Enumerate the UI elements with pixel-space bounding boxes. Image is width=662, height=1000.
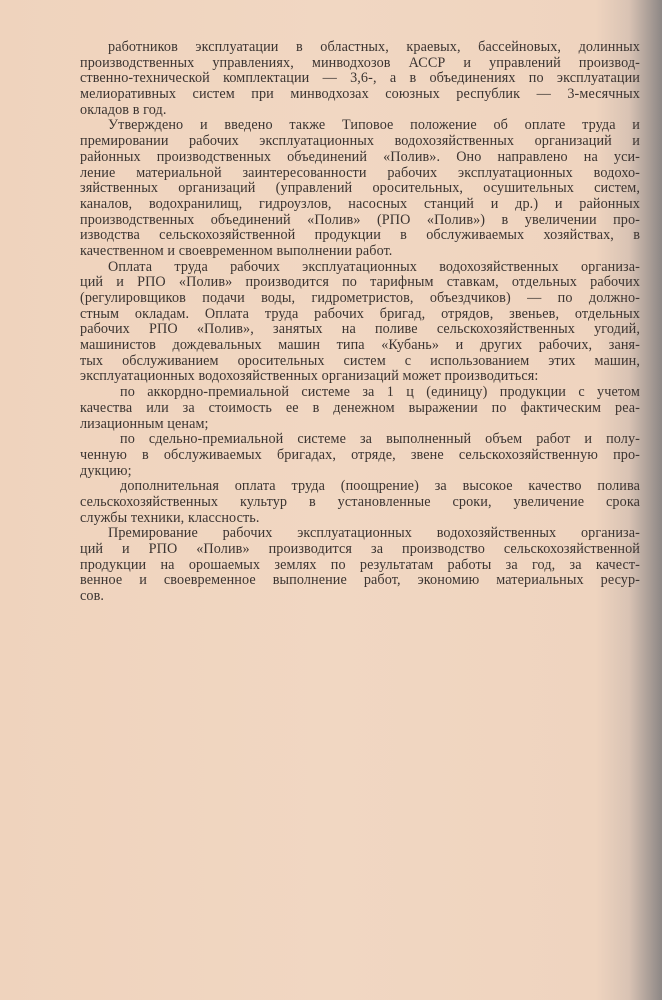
paragraph: [80, 432, 640, 479]
text-line: сельскохозяйственных культур в установленные сроки, увеличение срока: [80, 493, 640, 510]
text-line: продукции на орошаемых землях по результатам работы за год, за качест-: [80, 556, 640, 573]
text-line: лизационным ценам;: [80, 415, 209, 432]
text-line: ций и РПО «Полив» производится по тарифным ставкам, отдельных рабочих: [80, 274, 640, 291]
text-line: ственно-технической комплектации — 3,6-, а в объединениях по эксплуатации: [80, 70, 640, 87]
text-line: машинистов дождевальных машин типа «Кубань» и других рабочих, заня-: [80, 337, 640, 354]
text-line: стным окладам. Оплата труда рабочих бригад, отрядов, звеньев, отдельных: [80, 305, 640, 322]
text-line: по аккордно-премиальной системе за 1 ц (единицу) продукции с учетом: [120, 384, 640, 401]
text-line: сов.: [80, 588, 105, 605]
paragraph: [80, 479, 640, 526]
text-line: ченную в обслуживаемых бригадах, отряде, звене сельскохозяйственную про-: [80, 446, 640, 463]
text-line: по сдельно-премиальной системе за выполненный объем работ и полу-: [120, 431, 640, 448]
text-line: производственных объединений «Полив» (РПО «Полив») в увеличении про-: [80, 211, 640, 228]
text-line: тых обслуживанием оросительных систем с использованием этих машин,: [80, 352, 640, 369]
text-line: Утверждено и введено также Типовое положение об оплате труда и: [108, 117, 640, 134]
text-line: премировании рабочих эксплуатационных водохозяйственных организаций и: [80, 133, 640, 150]
text-line: Оплата труда рабочих эксплуатационных водохозяйственных организа-: [108, 258, 640, 275]
paragraph: [80, 526, 640, 604]
text-line: дополнительная оплата труда (поощрение) за высокое качество полива: [120, 478, 640, 495]
text-line: ление материальной заинтересованности рабочих эксплуатационных водохо-: [80, 164, 640, 181]
paragraph: [80, 385, 640, 432]
text-line: изводства сельскохозяйственной продукции в обслуживаемых хозяйствах, в: [80, 227, 640, 244]
text-line: ций и РПО «Полив» производится за производство сельскохозяйственной: [80, 541, 640, 557]
text-line: качества или за стоимость ее в денежном выражении по фактическим реа-: [80, 399, 640, 416]
text-line: венное и своевременное выполнение работ, экономию материальных ресур-: [80, 572, 640, 589]
text-line: (регулировщиков подачи воды, гидрометристов, объездчиков) — по должно-: [80, 290, 640, 306]
text-line: окладов в год.: [80, 101, 167, 118]
paragraph: [80, 260, 640, 386]
text-line: Премирование рабочих эксплуатационных водохозяйственных организа-: [108, 525, 640, 542]
text-line: службы техники, классность.: [80, 509, 260, 526]
paragraph: [80, 118, 640, 259]
document-page: [80, 40, 640, 605]
text-line: рабочих РПО «Полив», занятых на поливе сельскохозяйственных угодий,: [80, 321, 640, 338]
paragraph: [80, 40, 640, 118]
text-line: дукцию;: [80, 462, 132, 479]
text-line: зяйственных организаций (управлений оросительных, осушительных систем,: [80, 180, 640, 197]
text-line: качественном и своевременном выполнении работ.: [80, 242, 393, 259]
text-line: эксплуатационных водохозяйственных организаций может производиться:: [80, 368, 539, 385]
text-line: мелиоративных систем при минводхозах союзных республик — 3-месячных: [80, 86, 640, 103]
text-line: каналов, водохранилищ, гидроузлов, насосных станций и др.) и районных: [80, 195, 640, 212]
text-line: производственных управлениях, минводхозов АССР и управлений производ-: [80, 54, 640, 71]
text-line: работников эксплуатации в областных, краевых, бассейновых, долинных: [108, 39, 640, 55]
text-line: районных производственных объединений «Полив». Оно направлено на уси-: [80, 148, 640, 165]
